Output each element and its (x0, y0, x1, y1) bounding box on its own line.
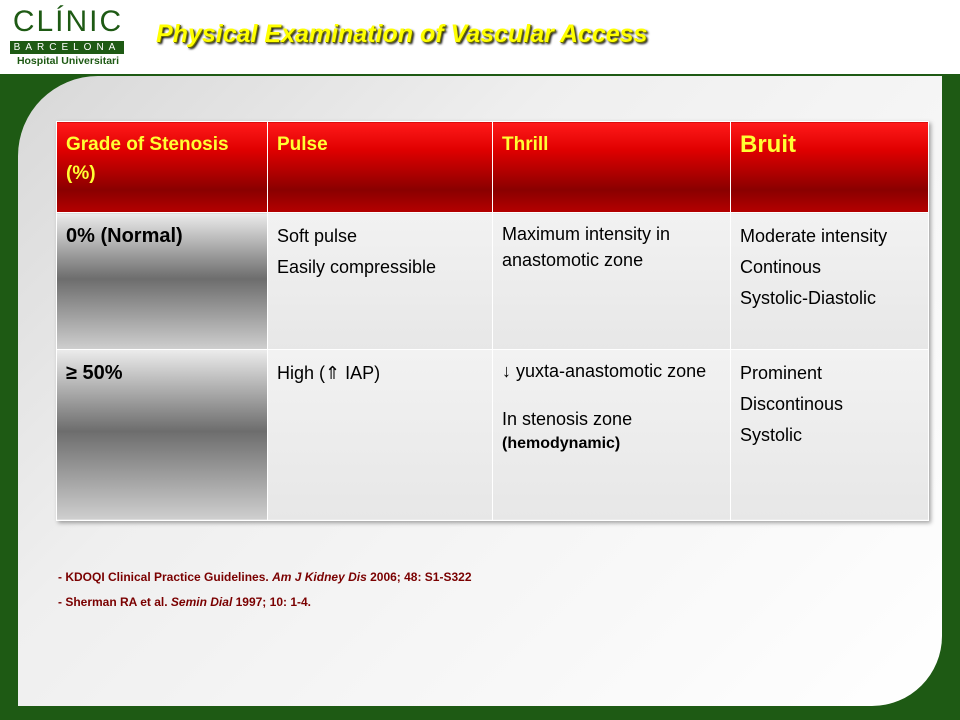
header-thrill: Thrill (493, 122, 731, 213)
logo-city: BARCELONA (10, 41, 124, 54)
table-row (57, 349, 929, 520)
bruit-normal-line: Systolic-Diastolic (740, 288, 877, 308)
reference-prefix: - Sherman RA et al. (58, 595, 171, 609)
bruit-fifty (731, 349, 929, 520)
clinic-logo (10, 4, 126, 68)
bruit-fifty-line: Prominent (740, 362, 823, 383)
header-grade: Grade of Stenosis (%) (57, 122, 268, 213)
grade-fifty: ≥ 50% (57, 349, 268, 520)
grade-normal: 0% (Normal) (57, 213, 268, 350)
reference-item (58, 590, 758, 615)
thrill-normal: Maximum intensity in anastomotic zone (493, 213, 731, 350)
slide-title: Physical Examination of Vascular Access (156, 20, 648, 48)
bruit-normal (731, 213, 929, 350)
pulse-normal-line: Easily compressible (277, 257, 437, 277)
pulse-normal-line: Soft pulse (277, 226, 358, 246)
header-bruit: Bruit (731, 122, 929, 213)
bruit-fifty-line: Systolic (740, 424, 803, 445)
logo-name: CLÍNIC (12, 5, 124, 38)
reference-journal: Am J Kidney Dis (272, 570, 367, 584)
bruit-normal-line: Moderate intensity (740, 226, 888, 246)
reference-journal: Semin Dial (170, 595, 233, 609)
examination-table (56, 121, 929, 521)
table-row (57, 213, 929, 350)
references (58, 565, 758, 615)
table-header-row (57, 122, 929, 213)
bruit-normal-line: Continous (740, 257, 822, 277)
reference-prefix: - KDOQI Clinical Practice Guidelines. (58, 570, 273, 584)
thrill-fifty-line2: In stenosis zone (502, 408, 633, 429)
reference-item (58, 565, 758, 590)
thrill-fifty (493, 349, 731, 520)
logo-subtitle: Hospital Universitari (16, 55, 120, 67)
bruit-fifty-line: Discontinous (740, 393, 844, 414)
thrill-fifty-line3: (hemodynamic) (502, 434, 621, 452)
pulse-normal (268, 213, 493, 350)
reference-suffix: 2006; 48: S1-S322 (366, 570, 472, 584)
thrill-fifty-line1: ↓ yuxta-anastomotic zone (502, 360, 707, 381)
thrill-gap (502, 384, 721, 406)
pulse-fifty: High (⇑ IAP) (268, 349, 493, 520)
reference-suffix: 1997; 10: 1-4. (232, 595, 311, 609)
header-pulse: Pulse (268, 122, 493, 213)
